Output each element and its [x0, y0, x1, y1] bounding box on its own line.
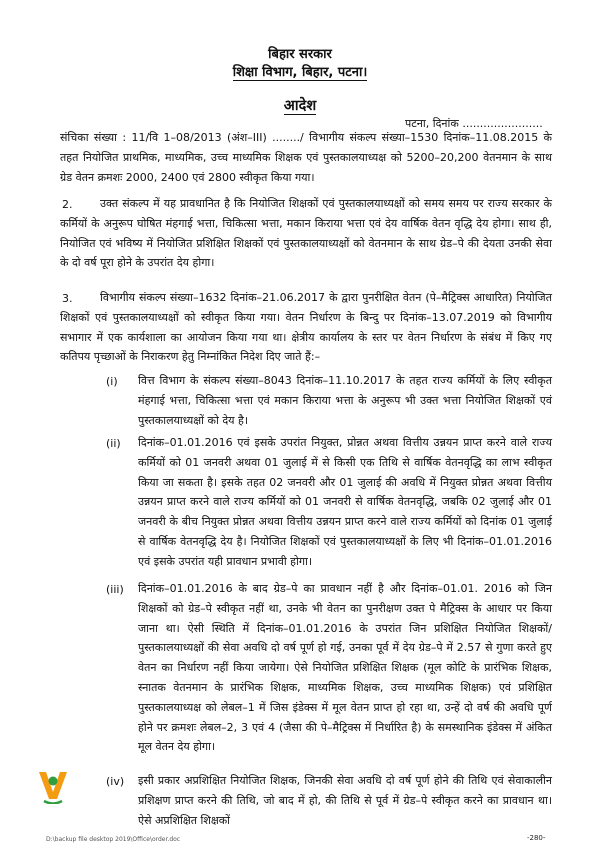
government-heading: बिहार सरकार — [268, 47, 332, 62]
para2-text: उक्त संकल्प में यह प्रावधानित है कि नियोजित शिक्षकों एवं पुस्तकालयाध्यक्षों को समय समय पर राज्य सरकार के कर्मियों के अनुरूप घोषित मंहगाई भत्ता, चिकित्सा भत्ता, मकान किराया भत्ता एवं देय वार्षिक वेतन वृद्धि देय होगा। साथ ही, नियोजित एवं भविष्य में नियोजित प्रशिक्षित शिक्षकों एवं पुस्तकालयाध्यक्षों को वेतनमान के साथ ग्रेड–पे की देयता उनकी सेवा के दो वर्ष पूरा होने के उपरांत देय होगा। — [60, 197, 552, 270]
para3-number: 3. — [62, 292, 73, 305]
department-heading — [0, 62, 600, 80]
order-title — [0, 95, 600, 115]
list-item: वित्त विभाग के संकल्प संख्या–8043 दिनांक–11.10.2017 के तहत राज्य कर्मियों के लिए स्वीकृत मंहगाई भत्ता, चिकित्सा भत्ता एवं मकान किराया भत्ता के अनुरूप भी उक्त भत्ता नियोजित शिक्षकों एवं पुस्तकालयाध्यक्षों को देय है। — [138, 374, 552, 427]
list-item: इसी प्रकार अप्रशिक्षित नियोजित शिक्षक, जिनकी सेवा अवधि दो वर्ष पूर्ण होने की तिथि एवं सेवाकालीन प्रशिक्षण प्राप्त करने की तिथि, जो बाद में हो, की तिथि से पूर्व में ग्रेड–पे स्वीकृत करने का प्रावधान था। ऐसे अप्रशिक्षित शिक्षकों — [138, 774, 552, 827]
department-text: शिक्षा विभाग, बिहार, पटना। — [232, 65, 368, 80]
place-date-line: पटना, दिनांक ....................... — [405, 117, 543, 130]
para2-number: 2. — [62, 198, 73, 211]
item-number: (iii) — [106, 583, 124, 596]
list-item: दिनांक–01.01.2016 के बाद ग्रेड–पे का प्रावधान नहीं है और दिनांक–01.01. 2016 को जिन शिक्षकों को ग्रेड–पे स्वीकृत नहीं था, उनके भी वेतन का पुनरीक्षण उक्त पे मैट्रिक्स के आधार पर किया जाना था। ऐसी स्थिति में दिनांक–01.01.2016 के उपरांत जिन प्रशिक्षित नियोजित शिक्षकों/पुस्तकालयाध्यक्षों की सेवा अवधि दो वर्ष पूर्ण हो गई, उनका पूर्व में देय ग्रेड–पे में 2.57 से गुणा करते हुए वेतन का निर्धारण नहीं किया जायेगा। ऐसे नियोजित प्रशिक्षित शिक्षक (मूल कोटि के प्रारंभिक शिक्षक, स्नातक वेतनमान के प्रारंभिक शिक्षक, माध्यमिक शिक्षक, उच्च माध्यमिक शिक्षक) एवं प्रशिक्षित पुस्तकालयाध्यक्ष को लेबल–1 में जिस इंडेक्स में मूल वेतन प्राप्त हो रहा था, उन्हें दो वर्ष की अवधि पूर्ण होने पर क्रमशः लेबल–2, 3 एवं 4 (जैसा की पे–मैट्रिक्स में निर्धारित है) के समस्थानिक इंडेक्स में अंकित मूल वेतन देय होगा। — [138, 582, 552, 754]
para3-text: विभागीय संकल्प संख्या–1632 दिनांक–21.06.2017 के द्वारा पुनरीक्षित वेतन (पे–मैट्रिक्स आधारित) नियोजित शिक्षकों एवं पुस्तकालयाध्यक्षों को स्वीकृत किया गया। वेतन निर्धारण के बिन्दु पर दिनांक–13.07.2019 को विभागीय सभागार में एक कार्यशाला का आयोजन किया गया था। क्षेत्रीय कार्यालय के स्तर पर वेतन निर्धारण के संबंध में किए गए कतिपय पृच्छाओं के निराकरण हेतु निम्नांकित निदेश दिए जाते हैं:– — [60, 291, 552, 364]
logo-green-base — [44, 801, 62, 804]
item-number: (ii) — [106, 437, 121, 450]
emblem-logo-icon — [36, 768, 70, 804]
list-item: दिनांक–01.01.2016 एवं इसके उपरांत नियुक्त, प्रोन्नत अथवा वित्तीय उन्नयन प्राप्त करने वाले राज्य कर्मियों को 01 जनवरी अथवा 01 जुलाई में से किसी एक तिथि से वार्षिक वेतनवृद्धि का लाभ स्वीकृत किया जा सकता है। इसके तहत 02 जनवरी और 01 जुलाई की अवधि में नियुक्त प्रोन्नत अथवा वित्तीय उन्नयन प्राप्त करने वाले राज्य कर्मियों को 01 जनवरी से वार्षिक वेतनवृद्धि, जबकि 02 जुलाई और 01 जनवरी के बीच नियुक्त प्रोन्नत अथवा वित्तीय उन्नयन प्राप्त करने वाले राज्य कर्मियों को दिनांक 01 जुलाई से वार्षिक वेतनवृद्धि देय है। नियोजित शिक्षकों एवं पुस्तकालयाध्यक्षों के लिए भी दिनांक–01.01.2016 एवं इसके उपरांत यही प्रावधान प्रभावी होगा। — [138, 436, 552, 568]
item-number: (i) — [106, 375, 118, 388]
page-number: -280- — [527, 834, 546, 842]
reference-paragraph: संचिका संख्या : 11/वि 1–08/2013 (अंश–III) ......../ विभागीय संकल्प संख्या–1530 दिनांक–11.08.2015 के तहत नियोजित प्राथमिक, माध्यमिक, उच्च माध्यमिक शिक्षक एवं पुस्तकालयाध्यक्ष को 5200–20,200 वेतनमान के साथ ग्रेड वेतन क्रमशः 2000, 2400 एवं 2800 स्वीकृत किया गया। — [60, 131, 552, 184]
file-path-footer: D:\backup file desktop 2019\Office\order.doc — [46, 836, 181, 843]
logo-green-dot — [49, 777, 58, 786]
item-number: (iv) — [106, 775, 125, 788]
order-title-text: आदेश — [283, 98, 317, 114]
